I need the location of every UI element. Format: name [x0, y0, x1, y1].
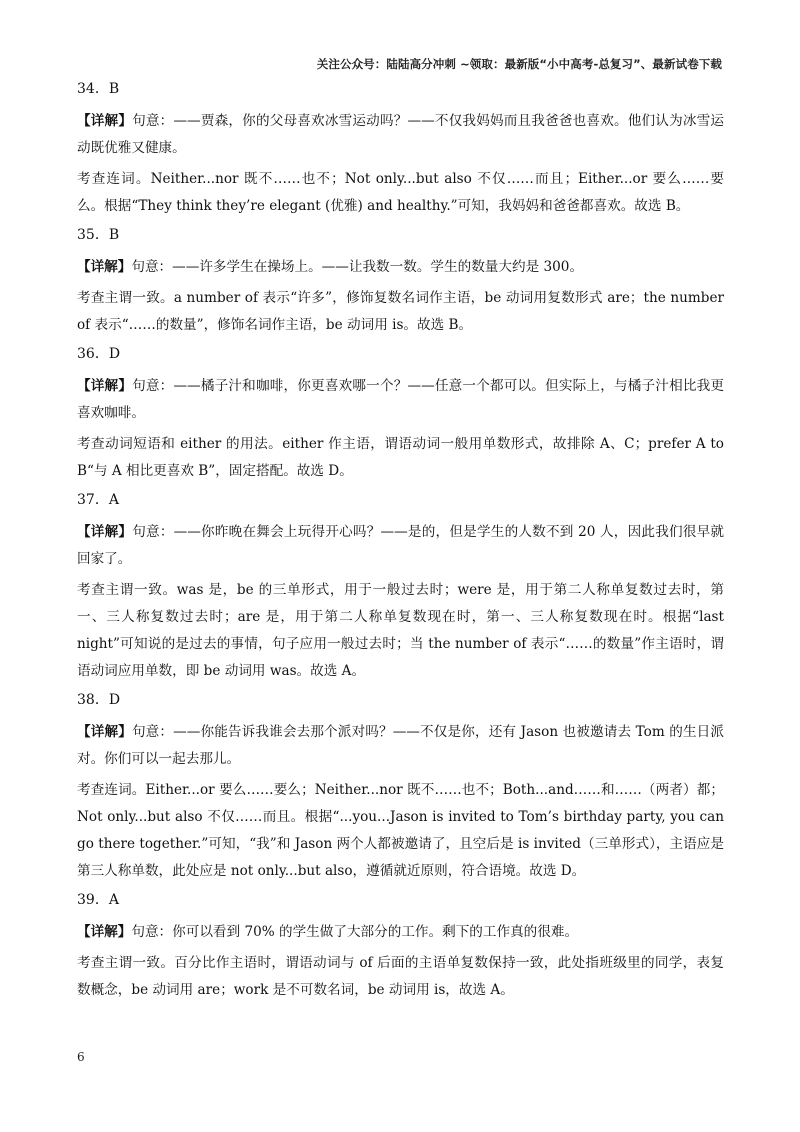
question-number: 37．A [77, 492, 119, 508]
answer-explanations [77, 78, 724, 1008]
translation-paragraph [77, 108, 724, 162]
translation-paragraph [77, 373, 724, 427]
answer-item [77, 689, 724, 885]
analysis-paragraph: 考查主谓一致。百分比作主语时，谓语动词与 of 后面的主语单复数保持一致，此处指班级里的同学，表复数概念，be 动词用 are；work 是不可数名词，be 动词用 is，故选 A。 [77, 955, 724, 998]
question-number: 36．D [77, 346, 121, 362]
answer-item [77, 343, 724, 485]
translation-paragraph [77, 254, 724, 281]
translation-text: 句意：——你能告诉我谁会去那个派对吗？——不仅是你，还有 Jason 也被邀请去 Tom 的生日派对。你们可以一起去那儿。 [77, 724, 725, 767]
answer-item [77, 78, 724, 220]
detail-tag: 【详解】 [77, 113, 133, 129]
question-number: 35．B [77, 227, 120, 243]
translation-paragraph [77, 519, 724, 573]
detail-tag: 【详解】 [77, 259, 132, 275]
answer-item [77, 889, 724, 1004]
translation-paragraph [77, 719, 724, 773]
analysis-paragraph: 考查主谓一致。was 是，be 的三单形式，用于一般过去时；were 是，用于第二人称单复数过去时，第一、三人称复数过去时；are 是，用于第二人称单复数现在时，第一、三人称复数现在时。根据“last night”可知说的是过去的事情，句子应用一般过去时；当 the number of 表示“……的数量”作主语时，谓语动词应用单数，即 be 动词用 was。故选 A。 [77, 582, 724, 679]
translation-text: 句意：——你昨晚在舞会上玩得开心吗？——是的，但是学生的人数不到 20 人，因此我们很早就回家了。 [77, 524, 725, 567]
answer-item [77, 224, 724, 339]
question-number: 39．A [77, 892, 119, 908]
translation-text: 句意：你可以看到 70% 的学生做了大部分的工作。剩下的工作真的很难。 [131, 924, 579, 940]
question-number: 38．D [77, 692, 121, 708]
analysis-paragraph: 考查连词。Either...or 要么……要么；Neither...nor 既不……也不；Both...and……和……（两者）都；Not only...but also 不仅……而且。根据“...you...Jason is invited to Tom’s birthday party, you can go there together.”可知，“我”和 Jason 两个人都被邀请了，且空后是 is invited（三单形式），主语应是第三人称单数，此处应是 not only...but also，遵循就近原则，符合语境。故选 D。 [77, 782, 724, 879]
translation-paragraph [77, 919, 724, 946]
detail-tag: 【详解】 [77, 924, 132, 940]
answer-item [77, 489, 724, 685]
detail-tag: 【详解】 [77, 378, 133, 394]
translation-text: 句意：——橘子汁和咖啡，你更喜欢哪一个？——任意一个都可以。但实际上，与橘子汁相比我更喜欢咖啡。 [77, 378, 725, 421]
analysis-paragraph: 考查连词。Neither...nor 既不……也不；Not only...but also 不仅……而且；Either...or 要么……要么。根据“They think they’re elegant (优雅) and healthy.”可知，我妈妈和爸爸都喜欢。故选 B。 [77, 171, 724, 214]
analysis-paragraph: 考查动词短语和 either 的用法。either 作主语，谓语动词一般用单数形式，故排除 A、C；prefer A to B“与 A 相比更喜欢 B”，固定搭配。故选 D。 [77, 436, 724, 479]
analysis-paragraph: 考查主谓一致。a number of 表示“许多”，修饰复数名词作主语，be 动词用复数形式 are；the number of 表示“……的数量”，修饰名词作主语，be 动词用 is。故选 B。 [77, 290, 724, 333]
page-header: 关注公众号：陆陆高分冲刺 ~领取：最新版“小中高考-总复习”、最新试卷下载 [316, 57, 722, 71]
translation-text: 句意：——许多学生在操场上。——让我数一数。学生的数量大约是 300。 [131, 259, 584, 275]
detail-tag: 【详解】 [77, 724, 132, 740]
question-number: 34．B [77, 81, 120, 97]
translation-text: 句意：——贾森，你的父母喜欢冰雪运动吗？——不仅我妈妈而且我爸爸也喜欢。他们认为冰雪运动既优雅又健康。 [77, 113, 725, 156]
detail-tag: 【详解】 [77, 524, 133, 540]
page-number: 6 [77, 1050, 85, 1064]
